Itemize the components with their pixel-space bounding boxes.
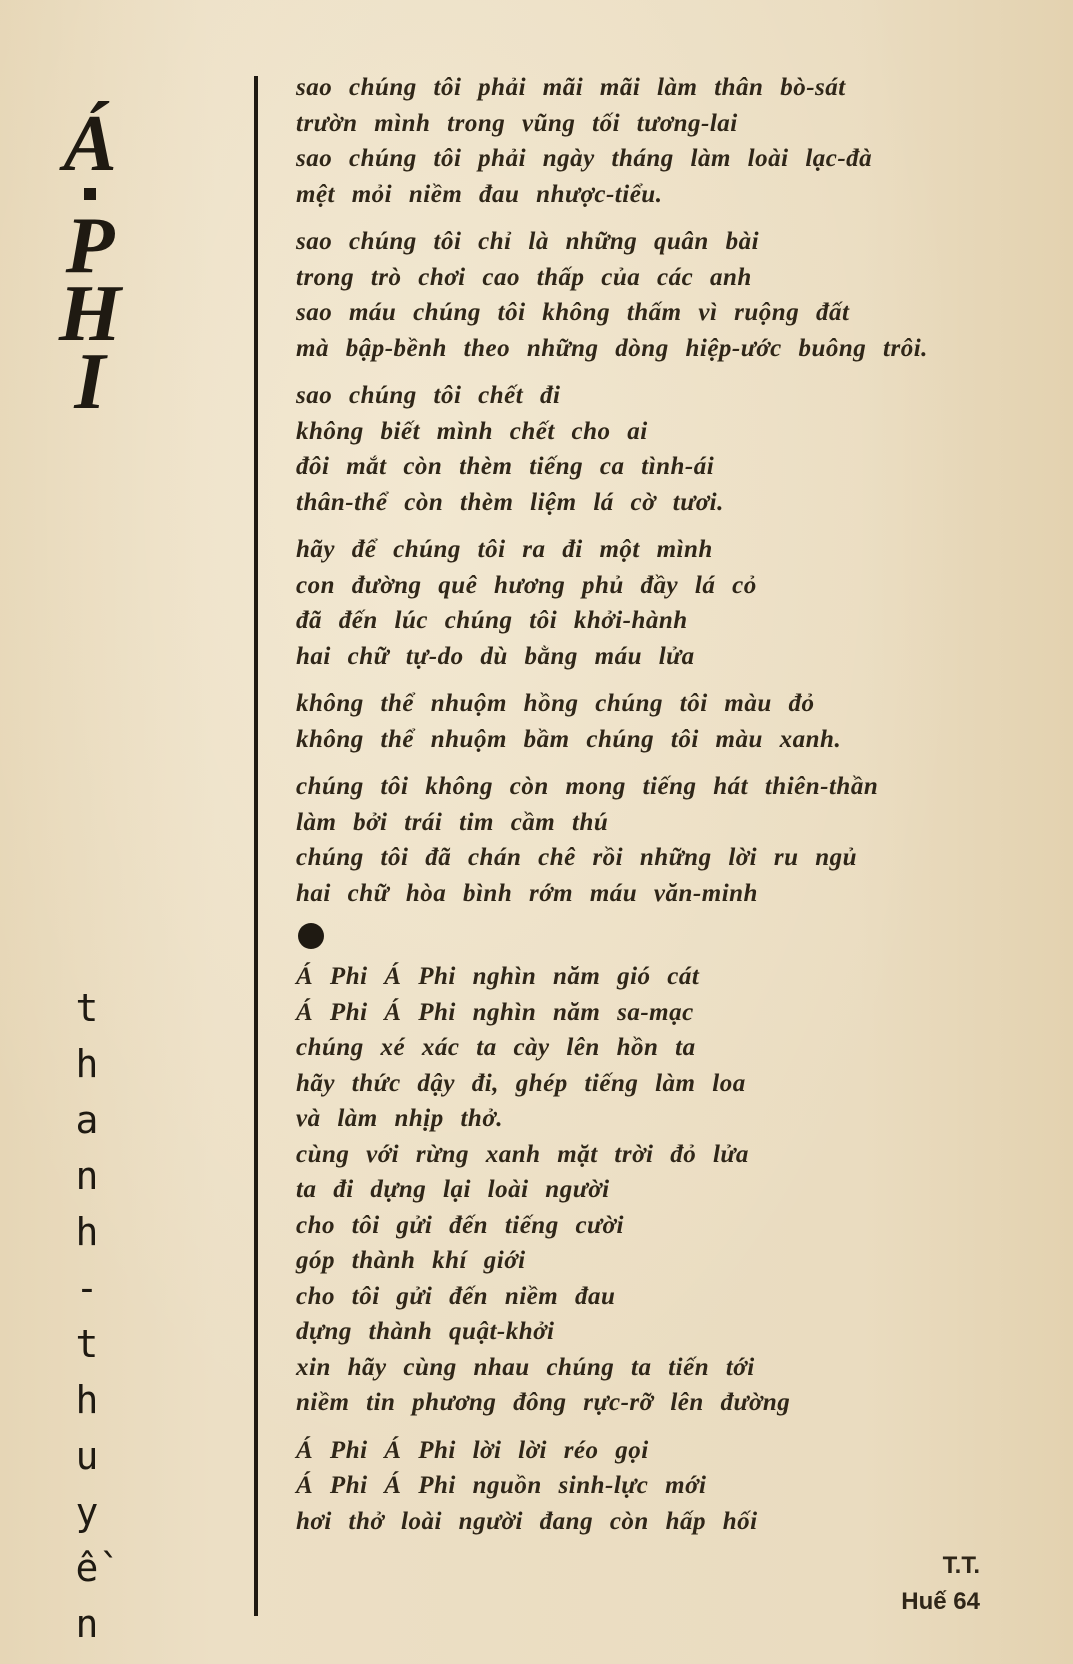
- poem-line: Á Phi Á Phi nghìn năm gió cát: [296, 963, 700, 990]
- poem-line: sao chúng tôi chết đi: [296, 382, 561, 409]
- poem-line: xin hãy cùng nhau chúng ta tiến tới: [296, 1353, 755, 1381]
- author-letter: y: [75, 1490, 99, 1534]
- poem-line: làm bởi trái tim cầm thú: [296, 808, 609, 836]
- author-letter: h: [75, 1210, 99, 1254]
- signature: [860, 1548, 980, 1620]
- stanza: [296, 378, 996, 520]
- poem-line: cùng với rừng xanh mặt trời đỏ lửa: [296, 1140, 749, 1168]
- poem-line: chúng tôi đã chán chê rồi những lời ru ngủ: [296, 844, 858, 871]
- stanza: [296, 1433, 996, 1540]
- poem-line: sao chúng tôi phải ngày tháng làm loài lạc-đà: [296, 145, 873, 172]
- author-letter: n: [75, 1602, 99, 1646]
- title-letter: Á: [63, 100, 117, 188]
- poem-line: không thể nhuộm hồng chúng tôi màu đỏ: [296, 690, 815, 717]
- stanza: [296, 70, 996, 212]
- title-separator-dot: [84, 188, 96, 200]
- stanza: [296, 686, 996, 757]
- poem-line: hãy thức dậy đi, ghép tiếng làm loa: [296, 1069, 746, 1097]
- stanza: [296, 769, 996, 911]
- author-name: [62, 980, 112, 1652]
- title-letter: H: [58, 270, 122, 358]
- poem-line: đôi mắt còn thèm tiếng ca tình-ái: [296, 453, 715, 480]
- poem-line: đã đến lúc chúng tôi khởi-hành: [296, 607, 688, 634]
- poem-line: và làm nhịp thở.: [296, 1105, 504, 1132]
- poem-line: mà bập-bềnh theo những dòng hiệp-ước buông trôi.: [296, 334, 928, 362]
- signature-initials: T.T.: [942, 1552, 980, 1579]
- poem-line: hơi thở loài người đang còn hấp hối: [296, 1507, 758, 1535]
- author-letter: -: [75, 1266, 99, 1310]
- poem-body: [296, 70, 996, 1551]
- poem-line: thân-thể còn thèm liệm lá cờ tươi.: [296, 488, 724, 516]
- stanza: [296, 959, 996, 1421]
- poem-line: ta đi dựng lại loài người: [296, 1176, 610, 1203]
- poem-line: cho tôi gửi đến niềm đau: [296, 1282, 616, 1310]
- poem-line: chúng xé xác ta cày lên hồn ta: [296, 1034, 696, 1061]
- author-letter: t: [75, 986, 99, 1030]
- poem-line: góp thành khí giới: [296, 1247, 526, 1274]
- poem-line: Á Phi Á Phi nguồn sinh-lực mới: [296, 1472, 707, 1499]
- poem-title: [40, 100, 140, 426]
- poem-line: sao chúng tôi phải mãi mãi làm thân bò-sát: [296, 74, 846, 101]
- author-letter: h: [75, 1378, 99, 1422]
- poem-line: hai chữ tự-do dù bằng máu lửa: [296, 642, 695, 670]
- signature-place-date: Huế 64: [901, 1588, 980, 1615]
- poem-line: Á Phi Á Phi nghìn năm sa-mạc: [296, 998, 694, 1026]
- poem-line: trong trò chơi cao thấp của các anh: [296, 263, 752, 291]
- vertical-divider: [254, 76, 258, 1616]
- poem-line: cho tôi gửi đến tiếng cười: [296, 1211, 624, 1239]
- stanza: [296, 532, 996, 674]
- poem-line: niềm tin phương đông rực-rỡ lên đường: [296, 1389, 791, 1416]
- author-letter: h: [75, 1042, 99, 1086]
- poem-line: không biết mình chết cho ai: [296, 417, 648, 445]
- author-letter: ề: [75, 1546, 99, 1590]
- stanza: [296, 224, 996, 366]
- poem-line: con đường quê hương phủ đầy lá cỏ: [296, 571, 757, 599]
- poem-line: sao chúng tôi chỉ là những quân bài: [296, 228, 760, 255]
- section-bullet-icon: [298, 923, 324, 949]
- author-letter: n: [75, 1154, 99, 1198]
- author-letter: u: [75, 1434, 99, 1478]
- title-letter: I: [74, 338, 106, 426]
- poem-line: trườn mình trong vũng tối tương-lai: [296, 109, 738, 137]
- poem-line: Á Phi Á Phi lời lời réo gọi: [296, 1436, 649, 1464]
- poem-line: không thể nhuộm bầm chúng tôi màu xanh.: [296, 725, 842, 753]
- poem-line: hai chữ hòa bình rớm máu văn-minh: [296, 879, 758, 907]
- author-letter: t: [75, 1322, 99, 1366]
- title-letter: P: [65, 202, 115, 290]
- poem-line: dựng thành quật-khởi: [296, 1318, 555, 1345]
- poem-line: chúng tôi không còn mong tiếng hát thiên-thần: [296, 773, 879, 800]
- poem-line: hãy để chúng tôi ra đi một mình: [296, 536, 713, 563]
- author-letter: a: [75, 1098, 99, 1142]
- poem-line: mệt mỏi niềm đau nhược-tiểu.: [296, 180, 663, 208]
- poem-line: sao máu chúng tôi không thấm vì ruộng đất: [296, 299, 850, 326]
